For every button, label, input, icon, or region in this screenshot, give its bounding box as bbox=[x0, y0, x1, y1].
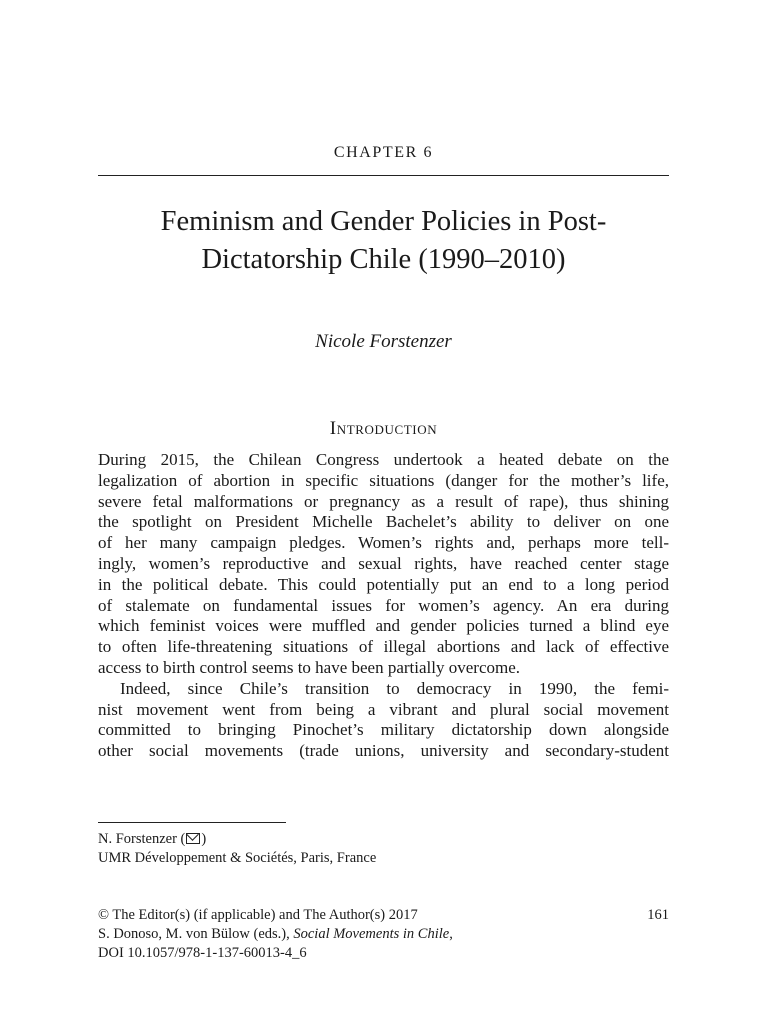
chapter-title-line-1: Feminism and Gender Policies in Post- bbox=[160, 206, 607, 237]
imprint bbox=[98, 906, 453, 963]
editors-line bbox=[98, 925, 453, 944]
page-number: 161 bbox=[647, 907, 669, 923]
footnote-author: N. Forstenzer ( bbox=[98, 831, 186, 847]
footnote-author-close: ) bbox=[201, 831, 207, 847]
paragraph-1 bbox=[98, 450, 669, 679]
book-title: Social Movements in Chile bbox=[293, 926, 450, 942]
chapter-title bbox=[98, 203, 669, 279]
text-line: During 2015, the Chilean Congress undertook a heated debate on the bbox=[98, 450, 669, 469]
text-line: of stalemate on fundamental issues for women’s agency. An era during bbox=[98, 595, 669, 615]
text-line: access to birth control seems to have been partially overcome. bbox=[98, 657, 521, 677]
paragraph-2 bbox=[98, 679, 669, 762]
chapter-label: CHAPTER 6 bbox=[333, 144, 434, 161]
chapter-title-line-2: Dictatorship Chile (1990–2010) bbox=[201, 244, 566, 275]
text-line: the spotlight on President Michelle Bachelet’s ability to deliver on one bbox=[98, 512, 669, 532]
copyright-line: © The Editor(s) (if applicable) and The Author(s) 2017 bbox=[98, 907, 418, 923]
text-line: severe fetal malformations or pregnancy as a result of rape), thus shining bbox=[98, 491, 669, 511]
footnote-author-line bbox=[98, 830, 376, 849]
text-line: nist movement went from being a vibrant and plural social movement bbox=[98, 699, 669, 719]
text-line: legalization of abortion in specific situations (danger for the mother’s life, bbox=[98, 470, 669, 490]
body-text bbox=[98, 450, 669, 762]
text-line: committed to bringing Pinochet’s military dictatorship down alongside bbox=[98, 720, 669, 740]
editors: S. Donoso, M. von Bülow (eds.), bbox=[98, 926, 294, 942]
envelope-icon[interactable] bbox=[186, 833, 200, 844]
doi-line: DOI 10.1057/978-1-137-60013-4_6 bbox=[98, 945, 307, 961]
text-line: of her many campaign pledges. Women’s rights and, perhaps more tell- bbox=[98, 533, 669, 553]
text-line: to often life-threatening situations of illegal abortions and lack of effective bbox=[98, 637, 669, 657]
text-line: Indeed, since Chile’s transition to democracy in 1990, the femi- bbox=[120, 678, 669, 698]
footnote-affiliation: UMR Développement & Sociétés, Paris, France bbox=[98, 850, 377, 866]
footnote-divider bbox=[98, 822, 286, 823]
chapter-divider bbox=[98, 175, 669, 176]
text-line: other social movements (trade unions, university and secondary-student bbox=[98, 741, 669, 761]
section-heading: Introduction bbox=[329, 418, 438, 439]
text-line: which feminist voices were muffled and gender policies turned a blind eye bbox=[98, 616, 669, 636]
text-line: ingly, women’s reproductive and sexual rights, have reached center stage bbox=[98, 553, 669, 573]
text-line: in the political debate. This could potentially put an end to a long period bbox=[98, 574, 669, 594]
author-name: Nicole Forstenzer bbox=[315, 331, 452, 352]
author-footnote bbox=[98, 830, 376, 868]
book-suffix: , bbox=[449, 926, 453, 942]
